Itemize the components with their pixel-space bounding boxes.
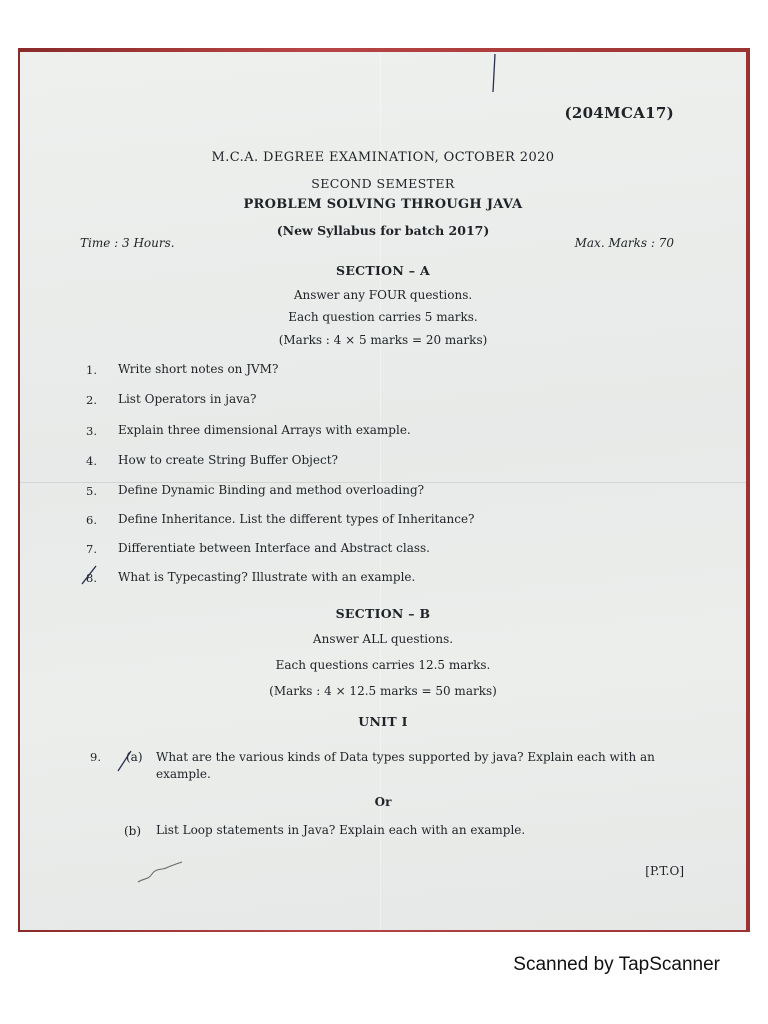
- question-text: Differentiate between Interface and Abstract class.: [118, 541, 430, 555]
- section-b-title: SECTION – B: [335, 606, 431, 621]
- sub-question-label: (b): [124, 824, 142, 838]
- pen-stroke: [490, 54, 500, 94]
- question-text: Define Inheritance. List the different types of Inheritance?: [118, 512, 475, 526]
- question-text: How to create String Buffer Object?: [118, 453, 338, 467]
- question-number: 5.: [86, 484, 97, 498]
- question-number: 3.: [86, 424, 97, 438]
- unit-heading: UNIT I: [358, 714, 408, 729]
- question-number: 7.: [86, 542, 97, 556]
- exam-paper: [20, 52, 746, 930]
- pen-tick-mark: [116, 750, 134, 772]
- section-b-instruction: Each questions carries 12.5 marks.: [275, 658, 491, 672]
- section-b-marks: (Marks : 4 × 12.5 marks = 50 marks): [269, 684, 497, 698]
- question-text: List Loop statements in Java? Explain each with an example.: [156, 823, 526, 837]
- scanner-watermark: Scanned by TapScanner: [513, 954, 720, 975]
- paper-code: (204MCA17): [564, 104, 674, 122]
- question-number: 8.: [86, 571, 97, 585]
- question-text: Define Dynamic Binding and method overloading?: [118, 483, 425, 497]
- exam-title: M.C.A. DEGREE EXAMINATION, OCTOBER 2020: [211, 150, 555, 165]
- question-text: Write short notes on JVM?: [118, 362, 279, 376]
- question-text: What are the various kinds of Data types supported by java? Explain each with an example.: [156, 750, 655, 781]
- section-a-instruction: Answer any FOUR questions.: [293, 288, 473, 302]
- sub-question-label: (a): [126, 750, 143, 764]
- subject-title: PROBLEM SOLVING THROUGH JAVA: [243, 197, 523, 212]
- question-text: List Operators in java?: [118, 392, 257, 406]
- pen-tick-mark: [80, 564, 98, 586]
- or-separator: Or: [374, 795, 392, 809]
- section-a-marks: (Marks : 4 × 5 marks = 20 marks): [278, 333, 488, 347]
- question-number: 9.: [90, 750, 101, 764]
- question-number: 4.: [86, 454, 97, 468]
- question-text: Explain three dimensional Arrays with example.: [118, 423, 411, 437]
- question-number: 1.: [86, 363, 97, 377]
- section-a-title: SECTION – A: [336, 263, 430, 278]
- page-turn-note: [P.T.O]: [645, 864, 684, 878]
- semester-label: SECOND SEMESTER: [311, 176, 455, 191]
- max-marks: Max. Marks : 70: [574, 236, 674, 250]
- question-number: 6.: [86, 513, 97, 527]
- question-text: What is Typecasting? Illustrate with an example.: [118, 570, 416, 584]
- time-allowed: Time : 3 Hours.: [80, 236, 175, 250]
- section-a-instruction: Each question carries 5 marks.: [288, 310, 478, 324]
- section-b-instruction: Answer ALL questions.: [312, 632, 454, 646]
- handwritten-scribble: [136, 860, 186, 886]
- question-number: 2.: [86, 393, 97, 407]
- syllabus-note: (New Syllabus for batch 2017): [276, 223, 490, 238]
